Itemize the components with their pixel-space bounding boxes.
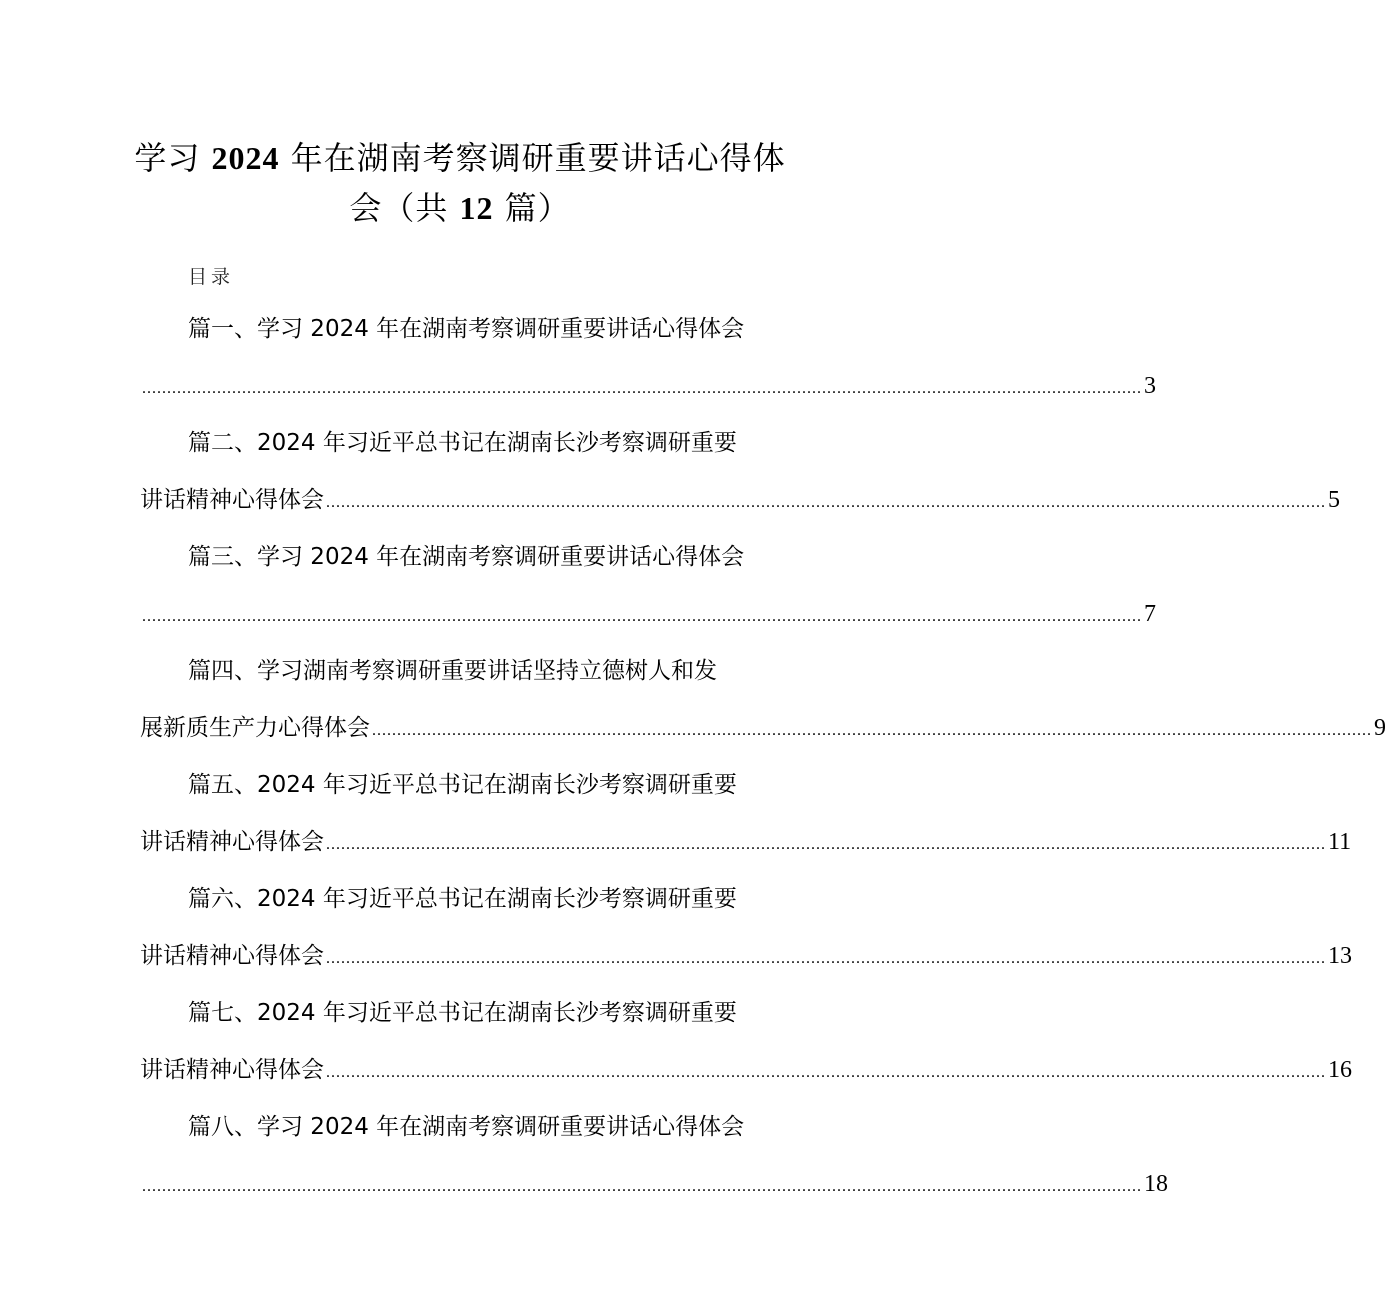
toc-entry-title[interactable] (188, 996, 737, 1030)
toc-entry-continuation: 讲话精神心得体会 (140, 829, 324, 855)
toc-entry-leader[interactable] (140, 711, 1386, 745)
toc-entry-leader[interactable] (140, 483, 1340, 517)
toc-entry-title[interactable] (188, 312, 744, 346)
toc-entry-title-text: 篇二、2024 年习近平总书记在湖南长沙考察调研重要 (188, 430, 737, 456)
toc-entry-continuation: 讲话精神心得体会 (140, 1057, 324, 1083)
document-title-line-1 (0, 133, 920, 179)
toc-entry-title[interactable] (188, 654, 717, 688)
dot-leader: ........................................................................................................................................................................................................ (142, 380, 1142, 397)
title-part: 篇） (504, 189, 571, 227)
toc-entry-title-text: 篇五、2024 年习近平总书记在湖南长沙考察调研重要 (188, 772, 737, 798)
toc-entry-title[interactable] (188, 426, 737, 460)
toc-entry-leader[interactable] (140, 939, 1352, 973)
toc-page-number: 11 (1328, 829, 1352, 855)
toc-entry-continuation: 展新质生产力心得体会 (140, 715, 370, 741)
dot-leader: ........................................................................................................................................................................................................ (326, 836, 1326, 853)
toc-page-number: 5 (1328, 487, 1340, 513)
toc-entry-leader[interactable] (140, 1167, 1168, 1201)
document-title-line-2 (0, 183, 920, 229)
toc-page-number: 18 (1144, 1171, 1168, 1197)
toc-page-number: 13 (1328, 943, 1352, 969)
toc-entry-title-text: 篇六、2024 年习近平总书记在湖南长沙考察调研重要 (188, 886, 737, 912)
dot-leader: ........................................................................................................................................................................................................ (142, 1178, 1142, 1195)
toc-entry-title-text: 篇三、学习 2024 年在湖南考察调研重要讲话心得体会 (188, 544, 745, 570)
toc-page-number: 9 (1374, 715, 1386, 741)
toc-entry-continuation: 讲话精神心得体会 (140, 943, 324, 969)
toc-page-number: 7 (1144, 601, 1156, 627)
toc-entry-leader[interactable] (140, 1053, 1352, 1087)
toc-entry-title[interactable] (188, 1110, 744, 1144)
toc-entry-continuation: 讲话精神心得体会 (140, 487, 324, 513)
dot-leader: ........................................................................................................................................................................................................ (326, 494, 1326, 511)
title-year: 2024 (211, 140, 280, 176)
title-part: 会（共 (349, 189, 449, 227)
toc-entry-title-text: 篇八、学习 2024 年在湖南考察调研重要讲话心得体会 (188, 1114, 745, 1140)
dot-leader: ........................................................................................................................................................................................................ (142, 608, 1142, 625)
toc-page-number: 3 (1144, 373, 1156, 399)
dot-leader: ........................................................................................................................................................................................................ (326, 1064, 1326, 1081)
toc-entry-leader[interactable] (140, 369, 1156, 403)
toc-entry-title[interactable] (188, 768, 737, 802)
toc-entry-leader[interactable] (140, 825, 1352, 859)
toc-heading: 目录 (188, 266, 235, 288)
toc-page-number: 16 (1328, 1057, 1352, 1083)
title-part: 年在湖南考察调研重要讲话心得体 (290, 139, 786, 177)
toc-entry-title-text: 篇七、2024 年习近平总书记在湖南长沙考察调研重要 (188, 1000, 737, 1026)
title-count: 12 (459, 190, 494, 226)
toc-entry-title-text: 篇四、学习湖南考察调研重要讲话坚持立德树人和发 (188, 658, 717, 684)
title-part: 学习 (134, 139, 201, 177)
dot-leader: ........................................................................................................................................................................................................ (372, 722, 1372, 739)
dot-leader: ........................................................................................................................................................................................................ (326, 950, 1326, 967)
toc-entry-title[interactable] (188, 882, 737, 916)
toc-entry-title[interactable] (188, 540, 744, 574)
toc-entry-leader[interactable] (140, 597, 1156, 631)
toc-entry-title-text: 篇一、学习 2024 年在湖南考察调研重要讲话心得体会 (188, 316, 745, 342)
